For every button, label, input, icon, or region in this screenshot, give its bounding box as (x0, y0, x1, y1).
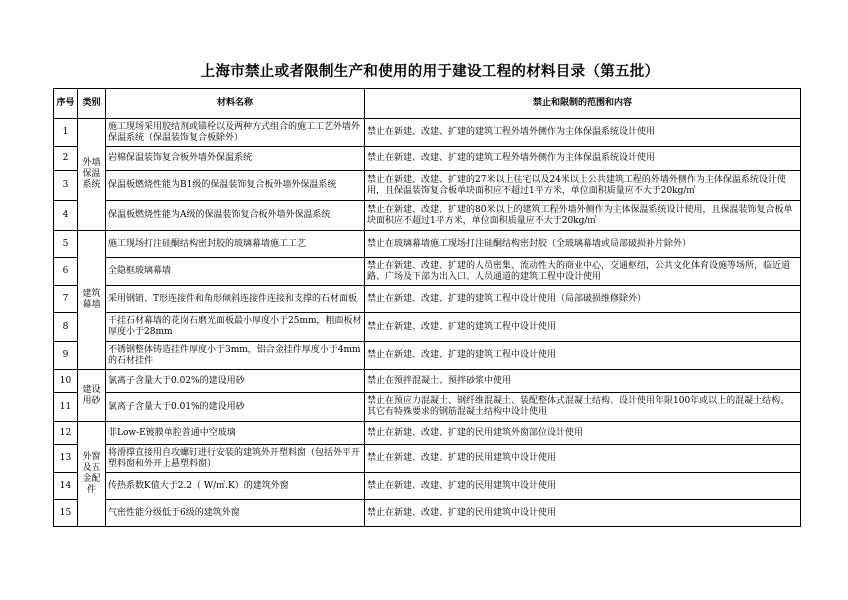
row-no: 12 (54, 422, 78, 445)
material-cell: 干挂石材幕墙的花岗石磨光面板最小厚度小于25mm，粗面板材厚度小于28mm (106, 313, 365, 342)
table-row (54, 473, 801, 500)
scope-cell: 禁止在新建、改建、扩建的建筑工程中设计使用 (365, 313, 801, 342)
table-row (54, 500, 801, 527)
row-no: 4 (54, 201, 78, 231)
table-row (54, 231, 801, 258)
table-row (54, 422, 801, 445)
row-no: 8 (54, 313, 78, 342)
row-no: 5 (54, 231, 78, 258)
material-cell: 保温板燃烧性能为B1级的保温装饰复合板外墙外保温系统 (106, 171, 365, 201)
material-cell: 氯离子含量大于0.02%的建设用砂 (106, 370, 365, 393)
table-row (54, 286, 801, 313)
table-row (54, 171, 801, 201)
material-cell: 采用钢销、T形连接件和角形倾斜连接件连接和支撑的石材面板 (106, 286, 365, 313)
material-cell: 全隐框玻璃幕墙 (106, 258, 365, 286)
scope-cell: 禁止在新建、改建、扩建的民用建筑中设计使用 (365, 445, 801, 473)
header-category: 类别 (78, 89, 106, 119)
document-title: 上海市禁止或者限制生产和使用的用于建设工程的材料目录（第五批） (200, 64, 660, 80)
row-no: 10 (54, 370, 78, 393)
row-no: 1 (54, 119, 78, 147)
materials-table (53, 88, 801, 527)
table-row (54, 342, 801, 370)
row-no: 3 (54, 171, 78, 201)
header-no: 序号 (54, 89, 78, 119)
scope-cell: 禁止在新建、改建、扩建的建筑工程中设计使用（局部破损维修除外） (365, 286, 801, 313)
category-cell: 外墙保温系统 (78, 119, 106, 231)
header-scope: 禁止和限制的范围和内容 (365, 89, 801, 119)
material-cell: 氯离子含量大于0.01%的建设用砂 (106, 393, 365, 422)
scope-cell: 禁止在新建、改建、扩建的民用建筑中设计使用 (365, 473, 801, 500)
row-no: 14 (54, 473, 78, 500)
material-cell: 将滑撑直接用自攻螺钉进行安装的建筑外开塑料窗（包括外平开塑料窗和外开上悬塑料窗） (106, 445, 365, 473)
material-cell: 保温板燃烧性能为A级的保温装饰复合板外墙外保温系统 (106, 201, 365, 231)
table-row (54, 393, 801, 422)
category-cell: 建筑幕墙 (78, 231, 106, 370)
table-row (54, 445, 801, 473)
material-cell: 施工现场采用胶结剂或锚栓以及两种方式组合的施工工艺外墙外保温系统（保温装饰复合板除外） (106, 119, 365, 147)
scope-cell: 禁止在新建、改建、扩建的80米以上的建筑工程外墙外侧作为主体保温系统设计使用，且保温装饰复合板单块面积应不超过1平方米，单位面积质量应不大于20kg/㎡ (365, 201, 801, 231)
row-no: 15 (54, 500, 78, 527)
header-material: 材料名称 (106, 89, 365, 119)
row-no: 7 (54, 286, 78, 313)
scope-cell: 禁止在玻璃幕墙施工现场打注硅酮结构密封胶（全玻璃幕墙或局部破损补片除外） (365, 231, 801, 258)
row-no: 2 (54, 147, 78, 171)
scope-cell: 禁止在预应力混凝土、钢纤维混凝土、装配整体式混凝土结构、设计使用年限100年或以上的混凝土结构、其它有特殊要求的钢筋混凝土结构中设计使用 (365, 393, 801, 422)
category-cell: 外窗及五金配件 (78, 422, 106, 527)
scope-cell: 禁止在新建、改建、扩建的建筑工程中设计使用 (365, 342, 801, 370)
row-no: 13 (54, 445, 78, 473)
row-no: 6 (54, 258, 78, 286)
material-cell: 岩棉保温装饰复合板外墙外保温系统 (106, 147, 365, 171)
material-cell: 不锈钢整体铸造挂件厚度小于3mm，铝合金挂件厚度小于4mm的石材挂件 (106, 342, 365, 370)
scope-cell: 禁止在新建、改建、扩建的27米以上住宅以及24米以上公共建筑工程的外墙外侧作为主体保温系统设计使用，且保温装饰复合板单块面积应不超过1平方米，单位面积质量应不大于20kg/㎡ (365, 171, 801, 201)
scope-cell: 禁止在新建、改建、扩建的建筑工程外墙外侧作为主体保温系统设计使用 (365, 147, 801, 171)
row-no: 9 (54, 342, 78, 370)
material-cell: 非Low-E镀膜单腔普通中空玻璃 (106, 422, 365, 445)
table-row (54, 147, 801, 171)
material-cell: 气密性能分级低于6级的建筑外窗 (106, 500, 365, 527)
scope-cell: 禁止在新建、改建、扩建的建筑工程外墙外侧作为主体保温系统设计使用 (365, 119, 801, 147)
material-cell: 施工现场打注硅酮结构密封胶的玻璃幕墙施工工艺 (106, 231, 365, 258)
table-row (54, 370, 801, 393)
table-row (54, 119, 801, 147)
table-row (54, 201, 801, 231)
table-row (54, 313, 801, 342)
scope-cell: 禁止在新建、改建、扩建的人员密集、流动性大的商业中心，交通枢纽，公共文化体育设施等场所，临近道路、广场及下部为出入口、人员通道的建筑工程中设计使用 (365, 258, 801, 286)
scope-cell: 禁止在预拌混凝土、预拌砂浆中使用 (365, 370, 801, 393)
table-header-row (54, 89, 801, 119)
scope-cell: 禁止在新建、改建、扩建的民用建筑外窗部位设计使用 (365, 422, 801, 445)
scope-cell: 禁止在新建、改建、扩建的民用建筑中设计使用 (365, 500, 801, 527)
material-cell: 传热系数K值大于2.2（ W/㎡.K）的建筑外窗 (106, 473, 365, 500)
table-row (54, 258, 801, 286)
category-cell: 建设用砂 (78, 370, 106, 422)
row-no: 11 (54, 393, 78, 422)
